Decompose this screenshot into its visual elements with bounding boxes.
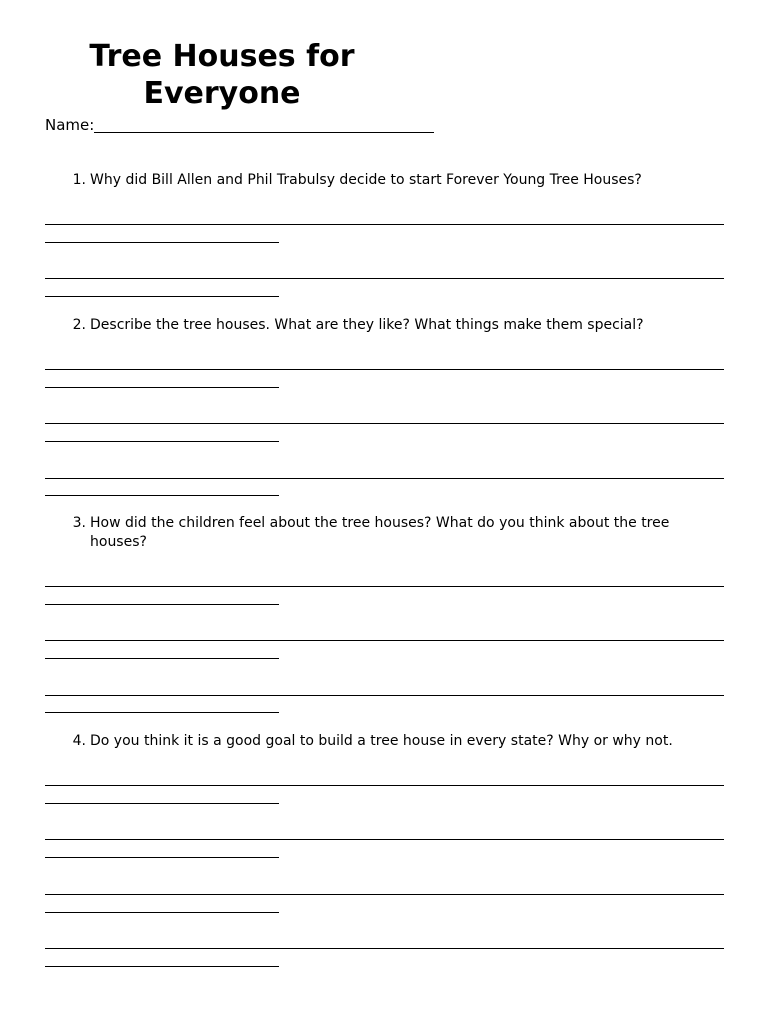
question-text: Do you think it is a good goal to build a tree house in every state? Why or why not. (90, 733, 673, 749)
answer-line[interactable] (45, 478, 724, 479)
answer-line[interactable] (45, 894, 724, 895)
answer-line-continuation[interactable] (45, 604, 279, 605)
answer-line-continuation[interactable] (45, 712, 279, 713)
question-number: 4. (72, 733, 86, 749)
question-3 (60, 514, 724, 552)
answer-line[interactable] (45, 278, 724, 279)
answer-line-continuation[interactable] (45, 857, 279, 858)
title-line-2: Everyone (143, 76, 301, 111)
answer-line[interactable] (45, 586, 724, 587)
answer-line[interactable] (45, 640, 724, 641)
answer-line-continuation[interactable] (45, 966, 279, 967)
answer-line-continuation[interactable] (45, 441, 279, 442)
question-4 (60, 732, 724, 751)
question-1 (60, 171, 724, 190)
answer-line[interactable] (45, 785, 724, 786)
answer-line-continuation[interactable] (45, 658, 279, 659)
answer-line[interactable] (45, 369, 724, 370)
answer-line-continuation[interactable] (45, 387, 279, 388)
answer-line[interactable] (45, 839, 724, 840)
question-number: 2. (72, 317, 86, 333)
question-text: How did the children feel about the tree houses? What do you think about the tree houses? (90, 515, 670, 550)
question-text: Describe the tree houses. What are they like? What things make them special? (90, 317, 644, 333)
question-2 (60, 316, 724, 335)
answer-line-continuation[interactable] (45, 495, 279, 496)
answer-line-continuation[interactable] (45, 242, 279, 243)
answer-line[interactable] (45, 695, 724, 696)
answer-line-continuation[interactable] (45, 803, 279, 804)
answer-line-continuation[interactable] (45, 296, 279, 297)
answer-line[interactable] (45, 948, 724, 949)
name-field-line[interactable] (94, 132, 434, 133)
question-number: 3. (72, 515, 86, 531)
answer-line[interactable] (45, 224, 724, 225)
answer-line[interactable] (45, 423, 724, 424)
worksheet-title (60, 38, 384, 112)
question-text: Why did Bill Allen and Phil Trabulsy decide to start Forever Young Tree Houses? (90, 172, 642, 188)
question-number: 1. (72, 172, 86, 188)
title-line-1: Tree Houses for (89, 39, 355, 74)
answer-line-continuation[interactable] (45, 912, 279, 913)
name-label: Name: (45, 116, 95, 134)
